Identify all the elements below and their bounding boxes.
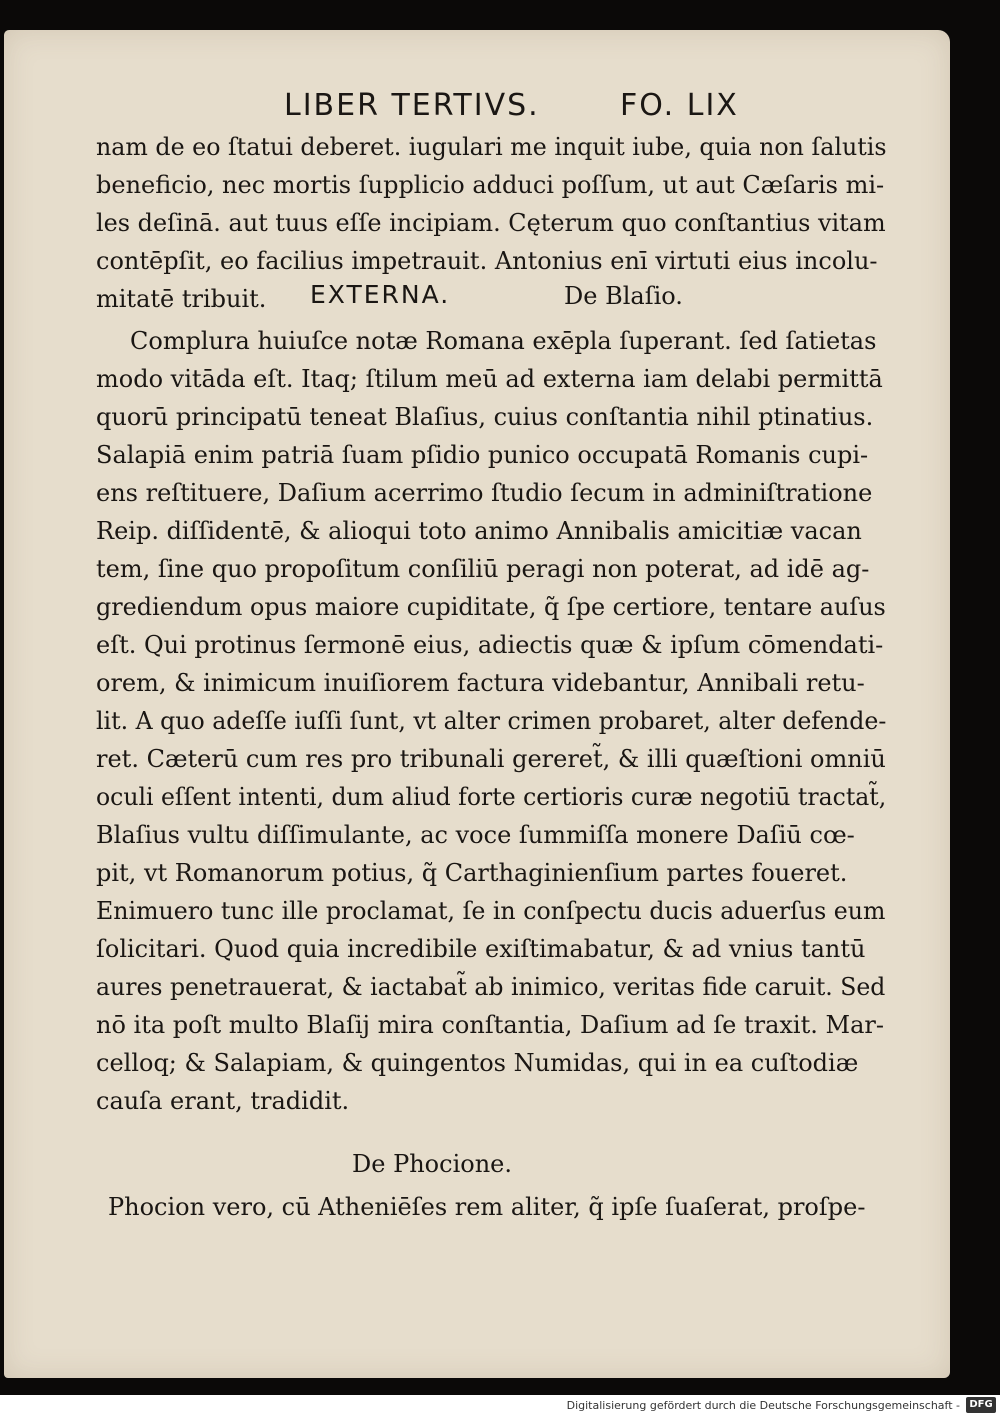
subject-heading-phocione: De Phocione. <box>352 1150 512 1178</box>
subject-heading-blasio: De Blaſio. <box>564 282 683 310</box>
text-line: aures penetrauerat, & iactabat̃ ab inimico, veritas fide caruit. Sed <box>96 973 886 1001</box>
text-line: ſolicitari. Quod quia incredibile exiſtimabatur, & ad vnius tantū <box>96 935 866 963</box>
text-line: pit, vt Romanorum potius, q̃ Carthaginienſium partes foueret. <box>96 859 848 887</box>
text-line: quorū principatū teneat Blaſius, cuius conſtantia nihil ptinatius. <box>96 403 874 431</box>
text-line: Enimuero tunc ille proclamat, ſe in conſpectu ducis aduerſus eum <box>96 897 886 925</box>
footer-bar <box>0 1395 1000 1417</box>
text-line: Complura huiuſce notæ Romana exēpla ſuperant. ſed ſatietas <box>130 327 877 355</box>
text-line: mitatē tribuit. <box>96 285 267 313</box>
text-line: Reip. diſſidentē, & alioqui toto animo Annibalis amicitiæ vacan <box>96 517 862 545</box>
text-line: beneficio, nec mortis ſupplicio adduci poſſum, ut aut Cæſaris mi- <box>96 171 885 199</box>
text-line: Phocion vero, cū Atheniēſes rem aliter, q̃ ipſe ſuaſerat, proſpe- <box>108 1193 866 1221</box>
text-line: cauſa erant, tradidit. <box>96 1087 350 1115</box>
dfg-logo: DFG <box>966 1397 996 1413</box>
running-title: LIBER TERTIVS. <box>284 88 540 123</box>
text-line: celloq; & Salapiam, & quingentos Numidas, qui in ea cuſtodiæ <box>96 1049 859 1077</box>
text-line: Blaſius vultu diſſimulante, ac voce ſummiſſa monere Daſiū cœ- <box>96 821 855 849</box>
text-line: modo vitāda eſt. Itaq; ſtilum meū ad externa iam delabi permittā <box>96 365 883 393</box>
text-line: nam de eo ſtatui deberet. iugulari me inquit iube, quia non ſalutis <box>96 133 887 161</box>
text-line: contēpſit, eo facilius impetrauit. Antonius enī virtuti eius incolu- <box>96 247 878 275</box>
text-line: oculi eſſent intenti, dum aliud forte certioris curæ negotiū tractat̃, <box>96 783 887 811</box>
text-line: ret. Cæterū cum res pro tribunali gereret̃, & illi quæſtioni omniū <box>96 745 886 773</box>
text-line: ens reſtituere, Daſium acerrimo ſtudio ſecum in adminiſtratione <box>96 479 873 507</box>
text-line: Salapiā enim patriā ſuam pſidio punico occupatā Romanis cupi- <box>96 441 869 469</box>
text-line: nō ita poſt multo Blaſij mira conſtantia, Daſium ad ſe traxit. Mar- <box>96 1011 884 1039</box>
text-line: eſt. Qui protinus ſermonē eius, adiectis quæ & ipſum cōmendati- <box>96 631 884 659</box>
running-header <box>284 88 744 128</box>
text-line: grediendum opus maiore cupiditate, q̃ ſpe certiore, tentare auſus <box>96 593 886 621</box>
text-line: orem, & inimicum inuiſiorem factura videbantur, Annibali retu- <box>96 669 865 697</box>
text-line: les deſinā. aut tuus eſſe incipiam. Cęterum quo conſtantius vitam <box>96 209 886 237</box>
folio-number: FO. LIX <box>620 88 739 123</box>
section-heading-externa: EXTERNA. <box>310 280 451 309</box>
text-line: lit. A quo adeſſe iuſſi ſunt, vt alter crimen probaret, alter defende- <box>96 707 887 735</box>
footer-credit: Digitalisierung gefördert durch die Deutsche Forschungsgemeinschaft - <box>566 1399 960 1412</box>
text-line: tem, ſine quo propoſitum conſiliū peragi non poterat, ad idē ag- <box>96 555 870 583</box>
